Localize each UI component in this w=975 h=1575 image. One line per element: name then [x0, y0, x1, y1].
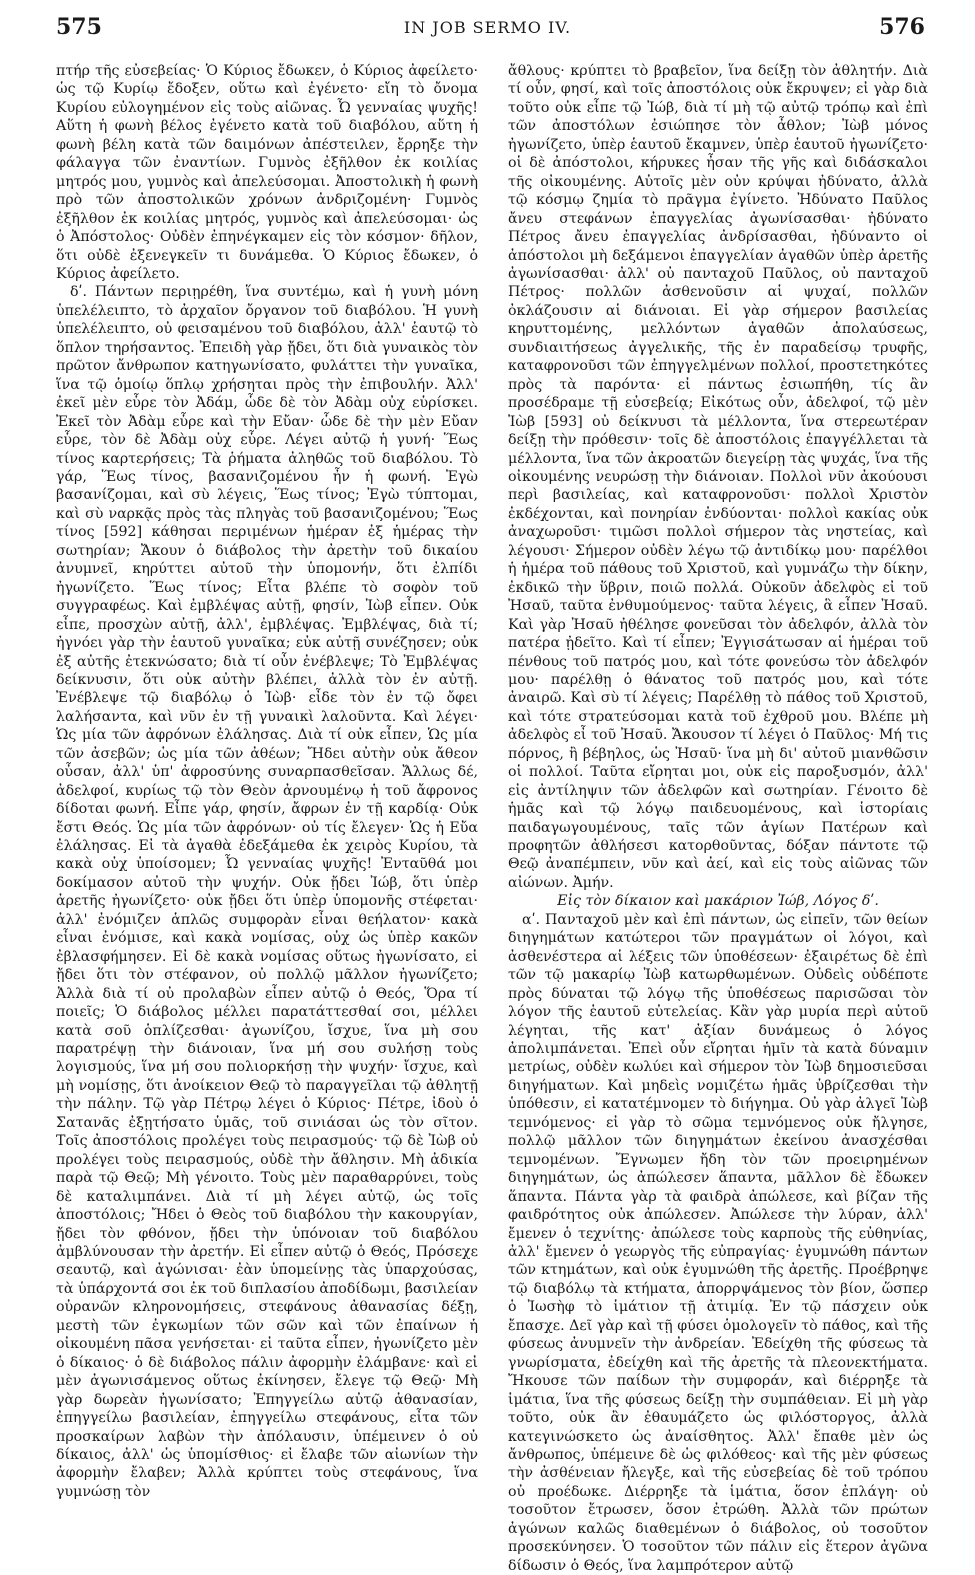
right-text-column — [508, 62, 928, 1574]
left-paragraph-1: πτήρ τῆς εὐσεβείας· Ὁ Κύριος ἔδωκεν, ὁ Κύριος ἀφείλετο· ὡς τῷ Κυρίῳ ἔδοξεν, οὕτω καὶ ἐγένετο· εἴη τὸ ὄνομα Κυρίου εὐλογημένον εἰς τοὺς αἰῶνας. Ὦ γενναίας ψυχῆς! Αὕτη ἡ φωνὴ βέλος ἐγένετο κατὰ τοῦ διαβόλου, αὕτη ἡ φωνὴ βέλη κατὰ τῶν δαιμόνων ἀπέστειλεν, ἔρρηξε τὴν φάλαγγα τῶν ἐναντίων. Γυμνὸς ἐξῆλθον ἐκ κοιλίας μητρός μου, γυμνὸς καὶ ἀπελεύσομαι. Ἀποστολικὴ ἡ φωνὴ πρὸ τῶν ἀποστολικῶν χρόνων ἀνδριζομένη· Γυμνὸς ἐξῆλθον ἐκ κοιλίας μητρός, γυμνὸς καὶ ἀπελεύσομαι· ὡς ὁ Ἀπόστολος· Οὐδὲν ἐπηνέγκαμεν εἰς τὸν κόσμον· δῆλον, ὅτι οὐδὲ ἐξενεγκεῖν τι δυνάμεθα. Ὁ Κύριος ἔδωκεν, ὁ Κύριος ἀφείλετο. — [56, 63, 478, 282]
page-header — [0, 6, 975, 46]
left-text-column — [56, 62, 478, 1540]
left-page-number: 575 — [56, 14, 102, 40]
right-page-number: 576 — [879, 14, 925, 40]
section-heading: Εἰς τὸν δίκαιον καὶ μακάριον Ἰώβ, Λόγος δʹ. — [557, 893, 879, 910]
left-paragraph-2: δʹ. Πάντων περιῃρέθη, ἵνα συντέμω, καὶ ἡ γυνὴ μόνη ὑπελέλειπτο, τὸ ἀρχαῖον ὄργανον τοῦ διαβόλου. Ἡ γυνὴ ὑπελέλειπτο, οὐ φεισαμένου τοῦ διαβόλου, ἀλλ' ἑαυτῷ τὸ ὅπλον τηρήσαντος. Ἐπειδὴ γὰρ ᾔδει, ὅτι διὰ γυναικὸς τὸν πρῶτον ἄνθρωπον κατηγωνίσατο, φυλάττει τὴν γυναῖκα, ἵνα τῷ ὁμοίῳ ὅπλῳ χρήσηται πρὸς τὴν ἐπιβουλήν. Ἀλλ' ἐκεῖ μὲν εὗρε τὸν Ἀδάμ, ὧδε δὲ τὸν Ἀδὰμ οὐχ εὑρίσκει. Ἐκεῖ τὸν Ἀδὰμ εὗρε καὶ τὴν Εὔαν· ὧδε δὲ τὴν μὲν Εὔαν εὗρε, τὸν δὲ Ἀδὰμ οὐχ εὗρε. Λέγει αὐτῷ ἡ γυνή· Ἕως τίνος καρτερήσεις; Τὰ ῥήματα ἀληθῶς τοῦ διαβόλου. Τὸ γάρ, Ἕως τίνος, βασανιζομένου ἦν ἡ φωνή. Ἐγὼ βασανίζομαι, καὶ σὺ λέγεις, Ἕως τίνος; Ἐγὼ τύπτομαι, καὶ σὺ ναρκᾷς πρὸς τὰς πληγὰς τοῦ βασανιζομένου; Ἕως τίνος [592] κάθησαι περιμένων ἡμέραν ἐξ ἡμέρας τὴν σωτηρίαν; Ἄκουν ὁ διάβολος τὴν ἀρετὴν τοῦ δικαίου ἀνυμνεῖ, κηρύττει αὐτοῦ τὴν ὑπομονήν, ὅτι ἐλπίδι ἠγωνίζετο. Ἕως τίνος; Εἶτα βλέπε τὸ σοφὸν τοῦ συγγραφέως. Καὶ ἐμβλέψας αὐτῇ, φησίν, Ἰὼβ εἶπεν. Οὐκ εἶπε, προσχὼν αὐτῇ, ἀλλ', ἐμβλέψας. Ἐμβλέψας, διὰ τί; ἠγνόει γὰρ τὴν ἑαυτοῦ γυναῖκα; εὐκ αὐτῇ συνέζησεν; οὐκ ἐξ αὐτῆς ἐτεκνώσατο; διὰ τί οὖν ἐνέβλεψε; Τὸ Ἐμβλέψας δείκνυσιν, ὅτι οὐκ αὐτὴν βλέπει, ἀλλὰ τὸν ἐν αὐτῇ. Ἐνέβλεψε τῷ διαβόλῳ ὁ Ἰὼβ· εἶδε τὸν ἐν τῷ ὄφει λαλήσαντα, καὶ νῦν ἐν τῇ γυναικὶ λαλοῦντα. Καὶ λέγει· Ὡς μία τῶν ἀφρόνων ἐλάλησας. Διὰ τί οὐκ εἶπεν, Ὡς μία τῶν ἀσεβῶν; ὡς μία τῶν ἀθέων; Ἤδει αὐτὴν οὐκ ἄθεον οὖσαν, ἀλλ' ὑπ' ἀφροσύνης συναρπασθεῖσαν. Ἄλλως δέ, ἀδελφοί, κυρίως τῷ τὸν Θεὸν ἀρνουμένῳ ἡ τοῦ ἄφρονος δίδοται φωνή. Εἶπε γάρ, φησίν, ἄφρων ἐν τῇ καρδίᾳ· Οὐκ ἔστι Θεός. Ὡς μία τῶν ἀφρόνων· οὐ τίς ἔλεγεν· Ὡς ἡ Εὔα ἐλάλησας. Εἰ τὰ ἀγαθὰ ἐδεξάμεθα ἐκ χειρὸς Κυρίου, τὰ κακὰ οὐχ ὑποίσομεν; Ὦ γενναίας ψυχῆς! Ἐνταῦθά μοι δοκίμασον αὐτοῦ τὴν ψυχήν. Οὐκ ᾔδει Ἰώβ, ὅτι ὑπὲρ ἀρετῆς ἠγωνίζετο· οὐκ ᾔδει ὅτι ὑπὲρ ὑπομονῆς στέφεται· ἀλλ' ἐνόμιζεν ἁπλῶς συμφορὰν εἶναι θεήλατον· κακὰ εἶναι ἐνόμισε, καὶ κακὰ νομίσας, οὐχ ὡς ὑπὲρ κακῶν ἐβλασφήμησεν. Εἰ δὲ κακὰ νομίσας οὕτως ἠγωνίσατο, εἰ ᾔδει ὅτι τὸν στέφανον, οὐ πολλῷ μᾶλλον ἠγωνίζετο; Ἀλλὰ διὰ τί οὐ προλαβὼν εἶπεν αὐτῷ ὁ Θεός, Ὅρα τί ποιεῖς; Ὁ διάβολος μέλλει παρατάττεσθαί σοι, μέλλει κατὰ σοῦ ὁπλίζεσθαι· ἀγωνίζου, ἴσχυε, ἵνα μὴ σου παρατρέψῃ τὴν διάνοιαν, ἵνα μή σου συλήσῃ τοὺς λογισμούς, ἵνα μή σου πολιορκήσῃ τὴν ψυχήν· ἴσχυε, καὶ μὴ νομίσῃς, ὅτι ἀνοίκειον Θεῷ τὸ παραγγεῖλαι τῷ ἀθλητῇ τὴν πάλην. Τῷ γὰρ Πέτρῳ λέγει ὁ Κύριος· Πέτρε, ἰδοὺ ὁ Σατανᾶς ἐξῃτήσατο ὑμᾶς, τοῦ σινιάσαι ὡς τὸν σῖτον. Τοῖς ἀποστόλοις προλέγει τοὺς πειρασμούς· τῷ δὲ Ἰὼβ οὐ προλέγει τοὺς πειρασμούς, οὐδὲ τὴν ἄθλησιν. Μὴ ἀδικία παρὰ τῷ Θεῷ; Μὴ γένοιτο. Τοὺς μὲν παραθαρρύνει, τοὺς δὲ καταλιμπάνει. Διὰ τί μὴ λέγει αὐτῷ, ὡς τοῖς ἀποστόλοις; Ἤδει ὁ Θεὸς τοῦ διαβόλου τὴν κακουργίαν, ᾔδει τὸν φθόνον, ᾔδει τὴν ὑπόνοιαν τοῦ διαβόλου ἀμβλύνουσαν τὴν ἀρετήν. Εἰ εἶπεν αὐτῷ ὁ Θεός, Πρόσεχε σεαυτῷ, καὶ ἀγώνισαι· ἐὰν ὑπομείνῃς τὰς ὑπαρχούσας, τὰ ὑπάρχοντά σοι ἐκ τοῦ διπλασίου ἀποδίδωμι, βασιλείαν οὐρανῶν κληρονομήσεις, στεφάνους ἀθανασίας δέξῃ, μεστὴ τῶν ἐγκωμίων τῶν σῶν καὶ τῶν ἐπαίνων ἡ οἰκουμένη πᾶσα γενήσεται· εἰ ταῦτα εἶπεν, ἠγωνίζετο μὲν ὁ δίκαιος· ὁ δὲ διάβολος πάλιν ἀφορμὴν ἐλάμβανε· καὶ εἰ μὲν ἀγωνισάμενος οὕτως ἐκίνησεν, ἔλεγε τῷ Θεῷ· Μὴ γὰρ δωρεὰν ἠγωνίσατο; Ἐπηγγείλω αὐτῷ ἀθανασίαν, ἐπηγγείλω βασιλείαν, ἐπηγγείλω στεφάνους, εἶτα τῶν προσκαίρων λαβὼν τὴν ἀπόλαυσιν, ὑπέμεινεν ὁ οὐ δίκαιος, ἀλλ' ὡς ὑπομίσθιος· εἰ ἔλαβε τῶν αἰωνίων τὴν ἀφορμὴν ἔλαβεν; Ἀλλὰ κρύπτει τοὺς στεφάνους, ἵνα γυμνώσῃ τὸν — [56, 284, 478, 1500]
running-title: IN JOB SERMO IV. — [403, 18, 572, 37]
right-paragraph-2: αʹ. Πανταχοῦ μὲν καὶ ἐπὶ πάντων, ὡς εἰπεῖν, τῶν θείων διηγημάτων κατώτεροι τῶν πραγμάτων οἱ λόγοι, καὶ ἀσθενέστερα αἱ λέξεις τῶν ὑποθέσεων· ἐξαιρέτως δὲ ἐπὶ τῶν τῷ μακαρίῳ Ἰὼβ κατωρθωμένων. Οὐδεὶς οὐδέποτε πρὸς δύναται τῷ λόγῳ τῆς ὑποθέσεως παρισῶσαι τὸν λόγον τῆς ἑαυτοῦ εὐτελείας. Κἂν γὰρ μυρία περὶ αὐτοῦ λέγηται, τῆς κατ' ἀξίαν δυνάμεως ὁ λόγος ἀπολιμπάνεται. Ἐπεὶ οὖν εἴρηται ἡμῖν τὰ κατὰ δύναμιν μετρίως, οὐδὲν κωλύει καὶ σήμερον τὸν Ἰὼβ δημοσιεῦσαι διηγήματων. Καὶ μηδεὶς νομιζέτω ἡμᾶς ὑβρίζεσθαι τὴν ὑπόθεσιν, εἰ κατατέμνομεν τὸ διήγημα. Οὐ γὰρ ἀλγεῖ Ἰὼβ τεμνόμενος· εἰ γὰρ τὸ σῶμα τεμνόμενος οὐκ ἤλγησε, πολλῷ μᾶλλον τῶν διηγημάτων ἐκείνου ἀνασχέσθαι τεμνομένων. Ἔγνωμεν ἤδη τὸν τῶν προειρημένων διηγημάτων, ὡς ἀπώλεσεν ἅπαντα, μᾶλλον δὲ ἔδωκεν ἅπαντα. Πάντα γὰρ τὰ φαιδρὰ ἀπώλεσε, καὶ βίζαν τῆς φαιδρότητος οὐκ ἀπώλεσεν. Ἀπώλεσε τὴν λύραν, ἀλλ' ἔμενεν ὁ τεχνίτης· ἀπώλεσε τοὺς καρποὺς τῆς εὐθηνίας, ἀλλ' ἔμενεν ὁ γεωργὸς τῆς εὐπραγίας· ἐγυμνώθη πάντων τῶν κτημάτων, καὶ οὐκ ἐγυμνώθη τῆς ἀρετῆς. Προέβρηψε τῷ διαβόλῳ τὰ κτήματα, ἀπορρψάμενος τὸν βίον, ὥσπερ ὁ Ἰωσὴφ τὸ ἱμάτιον τῇ ἀτιμίᾳ. Ἐν τῷ πάσχειν οὐκ ἔπασχε. Δεῖ γὰρ καὶ τῇ φύσει ὁμολογεῖν τὸ πάθος, καὶ τῆς φύσεως ἀνυμνεῖν τὴν ἀνδρείαν. Ἐδείχθη τῆς φύσεως τὰ γνωρίσματα, ἐδείχθη καὶ τῆς ἀρετῆς τὰ πλεονεκτήματα. Ἤκουσε τῶν παίδων τὴν συμφοράν, καὶ διέρρηξε τὰ ἱμάτια, ἵνα τῆς φύσεως δείξῃ τὴν συμπάθειαν. Εἰ μὴ γὰρ τοῦτο, οὐκ ἂν ἐθαυμάζετο ὡς φιλόστοργος, ἀλλὰ κατεγινώσκετο ὡς ἀναίσθητος. Ἀλλ' ἔπαθε μὲν ὡς ἄνθρωπος, ὑπέμεινε δὲ ὡς φιλόθεος· καὶ τῆς μὲν φύσεως τὴν ἀσθένειαν ἤλεγξε, καὶ τῆς εὐσεβείας δὲ τοῦ τρόπου οὐ προέδωκε. Διέρρηξε τὰ ἱμάτια, ὅσον ἐπλάγη· οὐ τοσοῦτον ἔτρωσεν, ὅσον ἐτρώθη. Ἀλλὰ τῶν πρώτων ἀγώνων καλῶς διαθεμένων ὁ διάβολος, οὐ τοσοῦτον προσεκύνησεν. Ὁ τοσοῦτον τῶν πάλιν εἰς ἕτερον ἀγῶνα δίδωσιν ὁ Θεός, ἵνα λαμπρότερον αὐτῷ — [508, 911, 928, 1574]
right-paragraph-1: ἄθλους· κρύπτει τὸ βραβεῖον, ἵνα δείξῃ τὸν ἀθλητήν. Διὰ τί οὖν, φησί, καὶ τοῖς ἀποστόλοις οὐκ ἔκρυψεν; εἰ γὰρ διὰ τοῦτο οὐκ εἶπε τῷ Ἰώβ, διὰ τί μὴ τῷ αὐτῷ τρόπῳ καὶ ἐπὶ τῶν ἀποστόλων ἐσιώπησε τὸν ἆθλον; Ἰὼβ μόνος ἠγωνίζετο, ὑπὲρ ἑαυτοῦ ἔκαμνεν, ὑπὲρ ἑαυτοῦ ἠγωνίζετο· οἱ δὲ ἀπόστολοι, κήρυκες ἦσαν τῆς γῆς καὶ διδάσκαλοι τῆς οἰκουμένης. Αὐτοῖς μὲν οὐν κρύψαι ἠδύνατο, ἀλλὰ τῷ κόσμῳ ζημία τὸ πρᾶγμα ἐγίνετο. Ἠδύνατο Παῦλος ἄνευ στεφάνων ἐπαγγελίας ἀγωνίσασθαι· ἠδύνατο Πέτρος ἄνευ ἐπαγγελίας ἀνδρίσασθαι, ἠδύναντο οἱ ἀπόστολοι μὴ δεξάμενοι ἐπαγγελίαν ἀγαθῶν ὑπὲρ ἀρετῆς ἀγωνίσασθαι· ἀλλ' οὐ πανταχοῦ Παῦλος, οὐ πανταχοῦ Πέτρος· πολλῶν ἀσθενοῦσιν αἱ ψυχαί, πολλῶν ὀκλάζουσιν αἱ διάνοιαι. Εἰ γὰρ σήμερον βασιλείας κηρυττομένης, μελλόντων ἀγαθῶν ἀπολαύσεως, συνδιαιτήσεως ἀγγελικῆς, τῆς ἐν παραδείσῳ τρυφῆς, καταφρονοῦσι τῶν ἐπηγγελμένων πολλοί, προστετηκότες πρὸς τὰ παρόντα· εἰ πάντως ἐσιωπήθη, τίς ἂν προσέδραμε τῇ εὐσεβείᾳ; Εἰκότως οὖν, ἀδελφοί, τῷ μὲν Ἰὼβ [593] οὐ δείκνυσι τὰ μέλλοντα, ἵνα στερεωτέραν δείξῃ τὴν πρόθεσιν· τοῖς δὲ ἀποστόλοις ἐπαγγέλλεται τὰ μέλλοντα, ἵνα τῶν ἀκροατῶν διεγείρῃ τὰς ψυχάς, ἵνα τῆς οἰκουμένης νευρώσῃ τὴν διάνοιαν. Πολλοὶ νῦν ἀκούουσι περὶ βασιλείας, καὶ καταφρονοῦσι· πολλοὶ Χριστὸν ἐκδέχονται, καὶ πονηρίαν ἐνδύονται· πολλοὶ κακίας οὐκ ἀναχωροῦσι· τιμῶσι πολλοὶ σήμερον τὰς νηστείας, καὶ λέγουσι· Σήμερον οὐδὲν λέγω τῷ ἀντιδίκῳ μου· παρέλθοι ἡ ἡμέρα τοῦ πάθους τοῦ Χριστοῦ, καὶ γυμνάζω τὴν δίκην, ἐκδικῶ τὴν ὕβριν, ποιῶ πολλά. Οὐκοῦν ἀδελφὸς εἰ τοῦ Ἠσαῦ, ταῦτα ἐνθυμούμενος· ταῦτα λέγεις, ἃ εἶπεν Ἠσαῦ. Καὶ γὰρ Ἠσαῦ ἠθέλησε φονεῦσαι τὸν ἀδελφόν, ἀλλὰ τὸν πατέρα ᾐδεῖτο. Καὶ τί εἶπεν; Ἐγγισάτωσαν αἱ ἡμέραι τοῦ πένθους τοῦ πατρός μου, καὶ τότε φονεύσω τὸν ἀδελφόν μου· παρέλθῃ ὁ θάνατος τοῦ πατρός μου, καὶ τότε ἀναιρῶ. Καὶ σὺ τί λέγεις; Παρέλθῃ τὸ πάθος τοῦ Χριστοῦ, καὶ τότε στρατεύσομαι κατὰ τοῦ ἐχθροῦ μου. Βλέπε μὴ ἀδελφὸς εἶ τοῦ Ἠσαῦ. Ἄκουσον τί λέγει ὁ Παῦλος· Μή τις πόρνος, ἢ βέβηλος, ὡς Ἠσαῦ· ἵνα μὴ δι' αὐτοῦ μιανθῶσιν οἱ πολλοί. Ταῦτα εἴρηται μοι, οὐκ εἰς παροξυσμόν, ἀλλ' εἰς ἀντίληψιν τῶν ἀδελφῶν καὶ σωτηρίαν. Γένοιτο δὲ ἡμᾶς καὶ τῷ λόγῳ παιδευομένους, καὶ ἱστορίαις παιδαγωγουμένους, ταῖς τῶν ἁγίων Πατέρων καὶ προφητῶν ἀθλήσεσι κατορθοῦντας, δόξαν πάντοτε τῷ Θεῷ ἀναπέμπειν, νῦν καὶ ἀεί, καὶ εἰς τοὺς αἰῶνας τῶν αἰώνων. Ἀμήν. — [508, 63, 928, 891]
